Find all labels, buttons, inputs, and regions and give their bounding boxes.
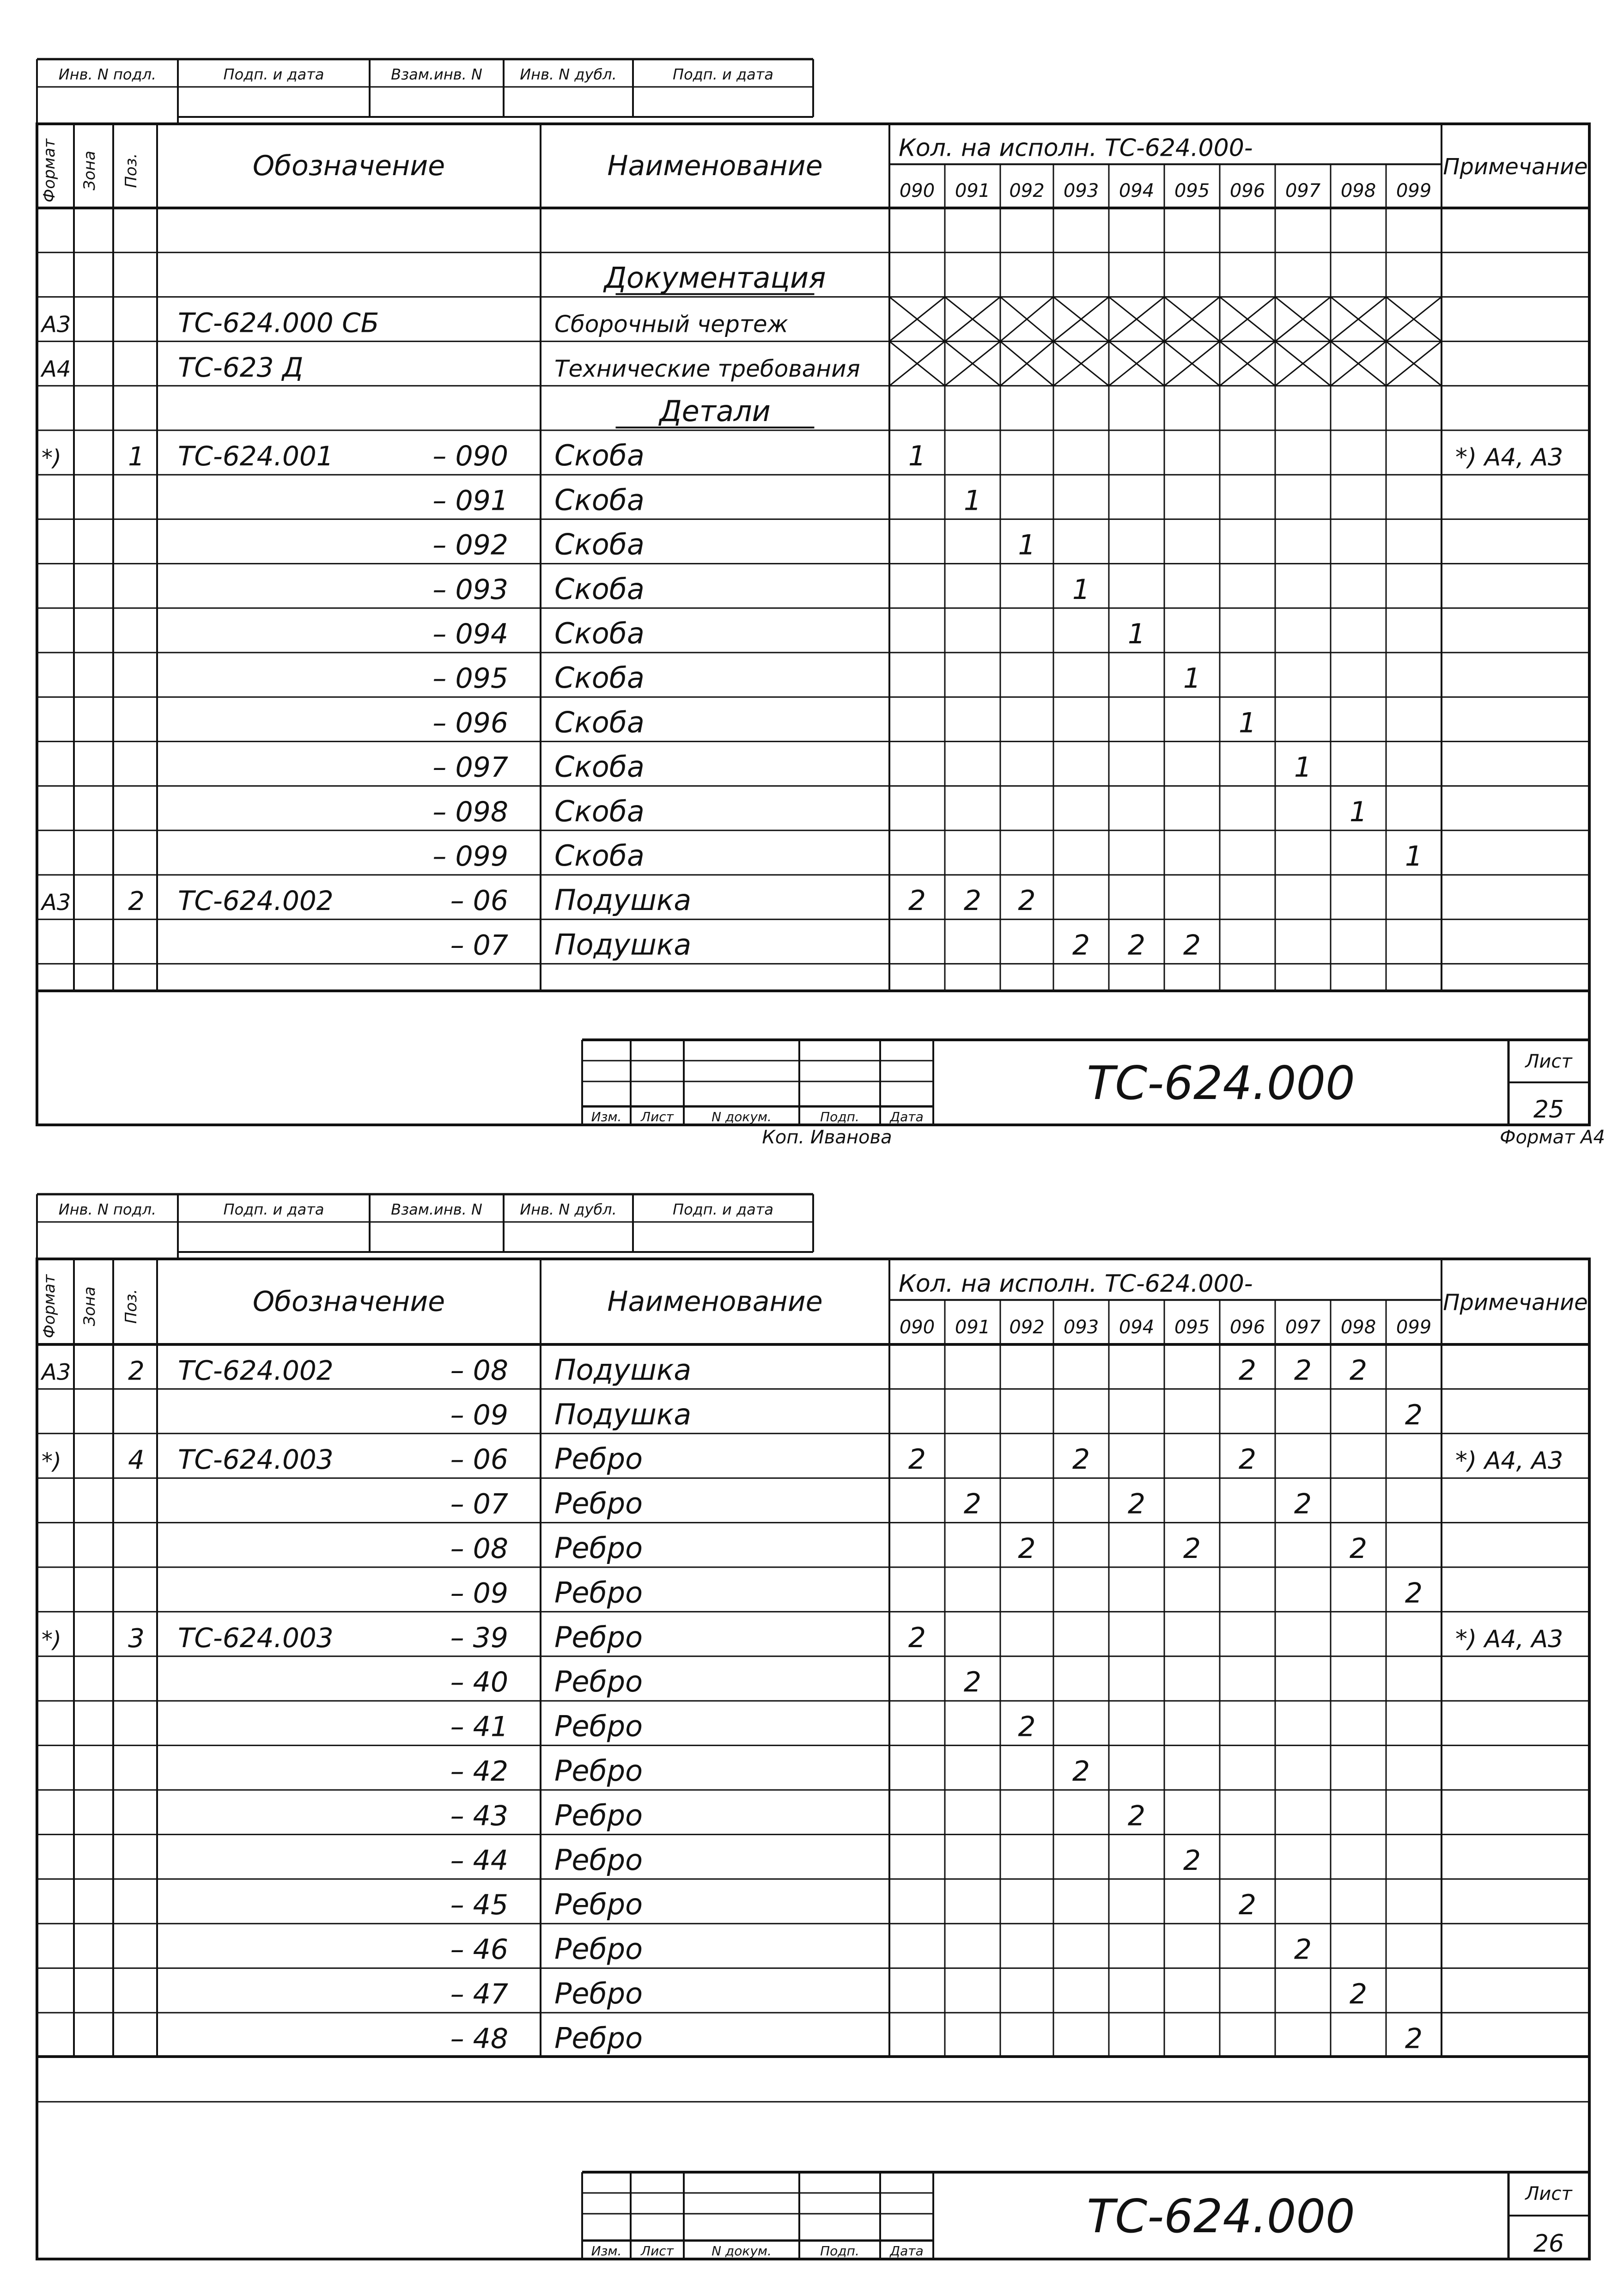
variant-header: 095 — [1174, 1317, 1210, 1338]
row-note: *) А4, А3 — [1455, 1625, 1563, 1653]
variant-header: 097 — [1285, 1317, 1321, 1338]
format-label: Формат А4 — [1500, 1127, 1605, 1148]
qty-cell: 1 — [1238, 707, 1257, 739]
qty-cell: 2 — [1405, 1398, 1423, 1431]
qty-cell: 2 — [1018, 1710, 1036, 1743]
row-note: *) А4, А3 — [1455, 1447, 1563, 1475]
row-name: Ребро — [554, 2021, 643, 2055]
inventory-label: Инв. N подл. — [58, 1201, 157, 1218]
header-name: Наименование — [607, 150, 823, 182]
row-suffix: – 092 — [432, 529, 508, 562]
sheet-label: Лист — [1525, 2183, 1572, 2204]
table-row — [432, 839, 1423, 873]
table-row — [40, 342, 1442, 386]
table-row — [40, 883, 1036, 917]
qty-cell: 2 — [963, 1666, 982, 1699]
qty-cell: 2 — [1072, 929, 1090, 962]
qty-cell: 1 — [908, 440, 926, 473]
inventory-label: Инв. N дубл. — [520, 66, 617, 83]
stamp-label: Подп. — [820, 1109, 859, 1124]
row-suffix: – 093 — [432, 573, 508, 606]
row-suffix: – 41 — [450, 1710, 508, 1743]
header-designation: Обозначение — [252, 1285, 445, 1318]
row-suffix: – 090 — [432, 440, 508, 473]
variant-header: 096 — [1229, 180, 1265, 202]
row-designation: ТС-624.003 — [178, 1444, 334, 1476]
stamp-label: Дата — [890, 2243, 924, 2259]
header-format: Формат — [40, 1274, 59, 1338]
row-name: Ребро — [554, 1442, 643, 1476]
qty-cell: 2 — [1349, 1354, 1368, 1387]
table-row — [450, 1575, 1423, 1609]
header-note: Примечание — [1443, 1289, 1588, 1316]
header-format: Формат — [40, 139, 59, 202]
qty-cell: 1 — [963, 484, 982, 517]
row-suffix: – 06 — [450, 1443, 508, 1476]
table-row — [42, 439, 1563, 472]
row-suffix: – 07 — [450, 929, 508, 962]
row-name: Ребро — [554, 1754, 643, 1788]
qty-cell: 2 — [1183, 1533, 1201, 1565]
variant-header: 092 — [1009, 180, 1045, 202]
table-row — [40, 297, 1442, 341]
row-suffix: – 094 — [432, 618, 508, 650]
spec-sheet-1 — [37, 59, 1605, 1148]
row-name: Скоба — [554, 661, 645, 695]
table-row — [450, 1754, 1090, 1788]
row-name: Ребро — [554, 1709, 643, 1743]
row-name: Подушка — [554, 883, 692, 917]
qty-cell: 1 — [1183, 662, 1201, 695]
row-position: 2 — [128, 1356, 145, 1386]
row-suffix: – 46 — [450, 1933, 508, 1966]
variant-header: 093 — [1063, 1317, 1099, 1338]
row-name: Скоба — [554, 839, 645, 873]
inventory-label: Подп. и дата — [673, 66, 773, 83]
row-name: Подушка — [554, 928, 692, 962]
row-position: 2 — [128, 886, 145, 917]
table-row — [42, 1620, 1563, 1654]
table-row — [603, 261, 826, 294]
row-name: Скоба — [554, 572, 645, 606]
table-row — [432, 794, 1367, 828]
qty-cell: 2 — [1294, 1488, 1312, 1520]
table-row — [432, 705, 1256, 739]
row-name: Ребро — [554, 1843, 643, 1877]
qty-cell: 1 — [1405, 840, 1423, 873]
variant-header: 097 — [1285, 180, 1321, 202]
qty-cell: 2 — [963, 1488, 982, 1520]
variant-header: 091 — [955, 1317, 991, 1338]
table-row — [450, 1932, 1312, 1966]
sheet-frame — [37, 1259, 1589, 2259]
row-designation: ТС-624.002 — [178, 1355, 334, 1386]
row-suffix: – 48 — [450, 2022, 508, 2055]
table-row — [450, 1798, 1146, 1832]
qty-cell: 2 — [1127, 1800, 1146, 1832]
qty-cell: 1 — [1127, 618, 1146, 650]
row-name: Сборочный чертеж — [554, 311, 788, 338]
table-row — [450, 1487, 1312, 1520]
table-row — [450, 1531, 1368, 1565]
header-zone: Зона — [80, 151, 99, 190]
row-name: Скоба — [554, 483, 645, 517]
sheet-number: 25 — [1533, 1096, 1564, 1124]
qty-cell: 2 — [1072, 1755, 1090, 1788]
header-zone: Зона — [80, 1286, 99, 1326]
stamp-label: Лист — [641, 2243, 674, 2259]
qty-cell: 2 — [908, 885, 926, 917]
table-row — [450, 928, 1201, 961]
row-format: А4 — [42, 356, 71, 382]
qty-cell: 2 — [1238, 1889, 1257, 1922]
row-suffix: – 097 — [432, 751, 508, 784]
qty-cell: 2 — [1405, 2022, 1423, 2055]
table-row — [432, 572, 1090, 606]
row-format: А3 — [42, 890, 71, 916]
row-position: 4 — [128, 1445, 145, 1476]
variant-header: 094 — [1119, 180, 1155, 202]
row-designation: ТС-624.003 — [178, 1622, 334, 1654]
variant-header: 090 — [899, 1317, 935, 1338]
row-designation: ТС-623 Д — [178, 351, 304, 383]
row-name: Ребро — [554, 1977, 643, 2010]
table-row — [450, 1977, 1368, 2010]
inventory-label: Подп. и дата — [673, 1201, 773, 1218]
row-suffix: – 44 — [450, 1844, 508, 1877]
row-name: Скоба — [554, 527, 645, 562]
qty-cell: 2 — [1183, 929, 1201, 962]
row-format: *) — [42, 445, 61, 471]
stamp-label: N докум. — [712, 2243, 772, 2259]
row-name: Технические требования — [554, 355, 860, 382]
row-name: Скоба — [554, 439, 645, 473]
variant-header: 098 — [1340, 1317, 1376, 1338]
document-code: ТС-624.000 — [1087, 2189, 1355, 2243]
row-suffix: – 39 — [450, 1621, 508, 1654]
table-row — [40, 1353, 1367, 1386]
row-format: *) — [42, 1626, 61, 1653]
variant-header: 099 — [1396, 1317, 1432, 1338]
qty-cell: 1 — [1294, 751, 1312, 784]
qty-cell: 1 — [1018, 529, 1036, 562]
variant-header: 091 — [955, 180, 991, 202]
stamp-label: Дата — [890, 1109, 924, 1124]
row-name: Скоба — [554, 750, 645, 784]
sheet-label: Лист — [1525, 1051, 1572, 1072]
row-designation: ТС-624.000 СБ — [178, 307, 379, 339]
qty-cell: 2 — [908, 1443, 926, 1476]
section-heading: Детали — [659, 394, 771, 428]
row-suffix: – 091 — [432, 484, 508, 517]
qty-cell: 2 — [1238, 1443, 1257, 1476]
row-suffix: – 07 — [450, 1488, 508, 1520]
row-suffix: – 09 — [450, 1577, 508, 1610]
table-row — [42, 1442, 1563, 1476]
qty-cell: 1 — [1349, 795, 1368, 828]
table-row — [450, 1710, 1036, 1743]
spec-sheet-2 — [37, 1194, 1589, 2259]
qty-cell: 2 — [1238, 1354, 1257, 1387]
table-row — [450, 2021, 1423, 2055]
section-heading: Документация — [604, 261, 826, 295]
qty-cell: 2 — [1072, 1443, 1090, 1476]
row-suffix: – 08 — [450, 1533, 508, 1565]
row-format: *) — [42, 1448, 61, 1475]
stamp-label: Лист — [641, 1109, 674, 1124]
row-name: Ребро — [554, 1887, 643, 1922]
qty-cell: 2 — [1183, 1844, 1201, 1877]
stamp-label: Подп. — [820, 2243, 859, 2259]
row-suffix: – 096 — [432, 707, 508, 739]
row-position: 1 — [128, 442, 145, 472]
qty-cell: 2 — [1294, 1933, 1312, 1966]
row-suffix: – 08 — [450, 1354, 508, 1387]
row-designation: ТС-624.001 — [178, 440, 334, 472]
stamp-label: Изм. — [591, 2243, 622, 2259]
qty-cell: 2 — [1127, 1488, 1146, 1520]
variant-header: 096 — [1229, 1317, 1265, 1338]
qty-cell: 2 — [1018, 1533, 1036, 1565]
document-code: ТС-624.000 — [1087, 1056, 1355, 1110]
table-row — [450, 1843, 1201, 1877]
row-name: Скоба — [554, 617, 645, 650]
copied-by: Коп. Иванова — [762, 1127, 892, 1148]
header-designation: Обозначение — [252, 150, 445, 182]
table-row — [450, 1665, 982, 1698]
qty-cell: 1 — [1072, 573, 1090, 606]
row-suffix: – 42 — [450, 1755, 508, 1788]
table-row — [432, 750, 1312, 784]
row-name: Ребро — [554, 1665, 643, 1699]
row-name: Ребро — [554, 1620, 643, 1654]
row-format: А3 — [42, 311, 71, 338]
header-name: Наименование — [607, 1285, 823, 1318]
variant-header: 093 — [1063, 180, 1099, 202]
variant-header: 090 — [899, 180, 935, 202]
row-name: Подушка — [554, 1397, 692, 1431]
row-suffix: – 09 — [450, 1398, 508, 1431]
qty-cell: 2 — [1349, 1533, 1368, 1565]
row-format: А3 — [42, 1359, 71, 1386]
qty-cell: 2 — [1127, 929, 1146, 962]
variant-header: 092 — [1009, 1317, 1045, 1338]
stamp-label: Изм. — [591, 1109, 622, 1124]
row-note: *) А4, А3 — [1455, 444, 1563, 472]
qty-cell: 2 — [908, 1621, 926, 1654]
row-suffix: – 098 — [432, 795, 508, 828]
header-pos: Поз. — [122, 153, 140, 188]
header-qty-title: Кол. на исполн. ТС-624.000- — [899, 134, 1253, 162]
table-row — [450, 1887, 1257, 1921]
sheet-number: 26 — [1533, 2230, 1564, 2258]
row-name: Скоба — [554, 705, 645, 739]
table-row — [616, 394, 815, 428]
row-name: Подушка — [554, 1353, 692, 1387]
row-suffix: – 43 — [450, 1800, 508, 1832]
row-position: 3 — [128, 1623, 145, 1654]
table-row — [432, 617, 1145, 650]
variant-header: 099 — [1396, 180, 1432, 202]
inventory-label: Взам.инв. N — [391, 1201, 482, 1218]
stamp-label: N докум. — [712, 1109, 772, 1124]
row-suffix: – 40 — [450, 1666, 508, 1699]
header-note: Примечание — [1443, 154, 1588, 180]
qty-cell: 2 — [963, 885, 982, 917]
variant-header: 095 — [1174, 180, 1210, 202]
row-name: Ребро — [554, 1486, 643, 1520]
variant-header: 098 — [1340, 180, 1376, 202]
table-row — [450, 1398, 1423, 1431]
row-name: Ребро — [554, 1932, 643, 1966]
qty-cell: 2 — [1405, 1577, 1423, 1610]
row-suffix: – 099 — [432, 840, 508, 873]
row-name: Ребро — [554, 1798, 643, 1832]
qty-cell: 2 — [1018, 885, 1036, 917]
inventory-label: Подп. и дата — [223, 66, 324, 83]
inventory-label: Инв. N подл. — [58, 66, 157, 83]
qty-cell: 2 — [1294, 1354, 1312, 1387]
header-pos: Поз. — [122, 1288, 140, 1324]
qty-cell: 2 — [1349, 1978, 1368, 2010]
row-name: Скоба — [554, 794, 645, 828]
inventory-label: Подп. и дата — [223, 1201, 324, 1218]
row-suffix: – 47 — [450, 1978, 508, 2010]
row-suffix: – 095 — [432, 662, 508, 695]
row-name: Ребро — [554, 1531, 643, 1565]
header-qty-title: Кол. на исполн. ТС-624.000- — [899, 1270, 1253, 1298]
table-row — [432, 483, 981, 517]
inventory-label: Инв. N дубл. — [520, 1201, 617, 1218]
row-name: Ребро — [554, 1575, 643, 1610]
row-designation: ТС-624.002 — [178, 885, 334, 917]
variant-header: 094 — [1119, 1317, 1155, 1338]
row-suffix: – 06 — [450, 885, 508, 917]
table-row — [432, 661, 1201, 695]
inventory-label: Взам.инв. N — [391, 66, 482, 83]
row-suffix: – 45 — [450, 1889, 508, 1922]
